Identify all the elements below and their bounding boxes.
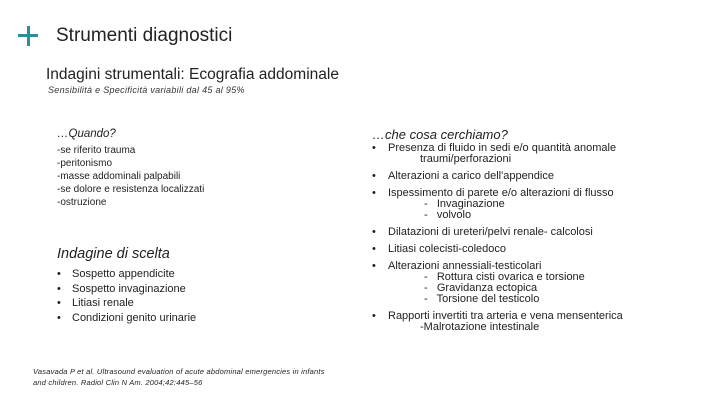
item-text: Litiasi colecisti-coledoco <box>388 243 506 255</box>
list-item: -se riferito trauma <box>57 145 136 156</box>
list-item: -se dolore e resistenza localizzati <box>57 184 205 195</box>
item-text: Presenza di fluido in sedi e/o quantità anomale <box>388 142 617 154</box>
list-item <box>372 188 717 221</box>
list-item: • Litiasi renale <box>57 296 196 311</box>
sub-item: - volvolo <box>388 210 717 221</box>
item-text: Dilatazioni di ureteri/pelvi renale- calcolosi <box>388 226 593 238</box>
plus-icon <box>18 26 38 46</box>
list-item <box>372 311 717 333</box>
search-heading: …che cosa cerchiamo? <box>372 127 508 142</box>
sub-item: - Gravidanza ectopica <box>388 283 717 294</box>
search-list <box>372 143 717 339</box>
sub-item: - Rottura cisti ovarica e torsione <box>388 272 717 283</box>
item-continuation: traumi/perforazioni <box>420 153 512 165</box>
item-text: Alterazioni a carico dell'appendice <box>388 170 554 182</box>
list-item <box>372 227 717 238</box>
item-text: Ispessimento di parete e/o alterazioni di flusso <box>388 187 614 199</box>
item-text: Alterazioni annessiali-testicolari <box>388 260 542 272</box>
list-item <box>372 244 717 255</box>
list-item <box>372 261 717 305</box>
choice-list <box>57 267 196 325</box>
sensitivity-note: Sensibilità e Specificità variabili dal 45 al 95% <box>48 85 245 95</box>
list-item: -masse addominali palpabili <box>57 171 181 182</box>
reference-citation: Vasavada P et al. Ultrasound evaluation of acute abdominal emergencies in infants and children. Radiol Clin N Am. 2004;42:445–56 <box>33 367 325 387</box>
when-heading: …Quando? <box>57 128 116 140</box>
sub-item: - Invaginazione <box>388 199 717 210</box>
sub-item: - Torsione del testicolo <box>388 294 717 305</box>
page-subtitle: Indagini strumentali: Ecografia addominale <box>46 66 339 83</box>
list-item <box>372 143 717 165</box>
page-title: Strumenti diagnostici <box>56 25 233 46</box>
list-item: • Sospetto appendicite <box>57 267 196 282</box>
choice-heading: Indagine di scelta <box>57 246 170 262</box>
list-item: -peritonismo <box>57 158 113 169</box>
list-item: -ostruzione <box>57 197 107 208</box>
item-text: Rapporti invertiti tra arteria e vena mensenterica <box>388 310 623 322</box>
list-item: • Sospetto invaginazione <box>57 282 196 297</box>
item-continuation: -Malrotazione intestinale <box>420 321 540 333</box>
when-list <box>57 144 204 209</box>
list-item: • Condizioni genito urinarie <box>57 311 196 326</box>
list-item <box>372 171 717 182</box>
